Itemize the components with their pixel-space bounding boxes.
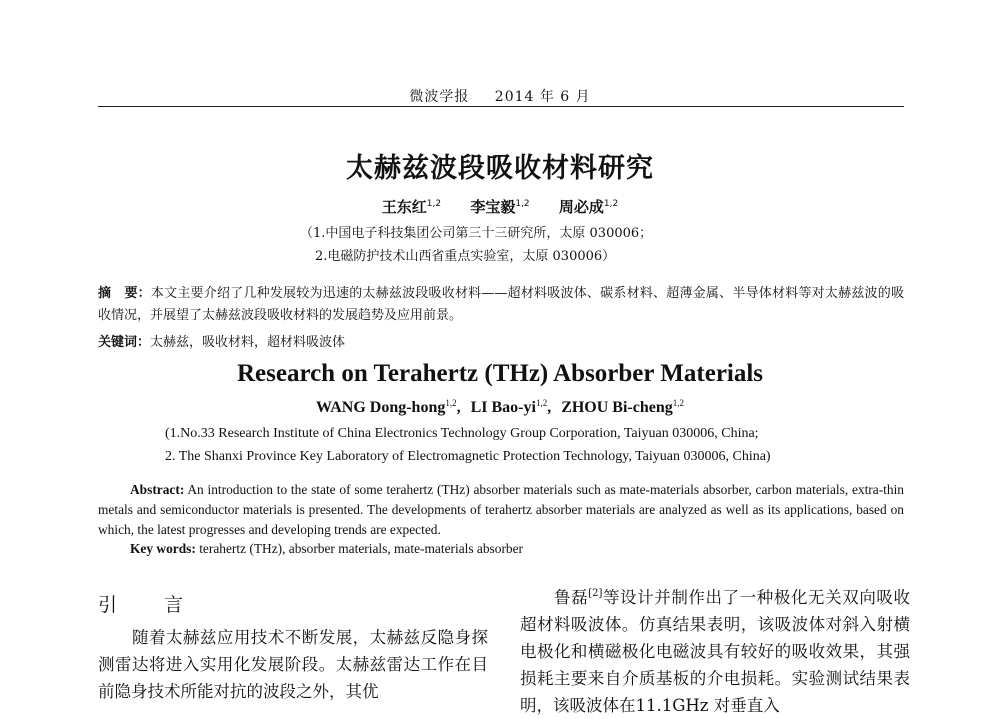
citation: [2] [588, 588, 603, 599]
body-right-column: 鲁磊[2]等设计并制作出了一种极化无关双向吸收超材料吸波体。仿真结果表明，该吸波体对斜入射横电极化和横磁极化电磁波具有较好的吸收效果，其强损耗主要来自介质基板的介电损耗。实验测试结果表明，该吸波体在11.1GHz 对垂直入 [520, 588, 911, 715]
abstract-en-text: An introduction to the state of some terahertz (THz) absorber materials such as mate-materials absorber, carbon materials, extra-thin metals and semiconductor materials is presented. The developments of terahertz absorber materials are analyzed as well as its applications, based on which, the latest progresses and developing trends are expected. [98, 482, 905, 537]
keywords-en [130, 541, 523, 557]
keywords-zh [98, 331, 345, 350]
affiliation-zh-2: 2.电磁防护技术山西省重点实验室，太原 030006） [315, 249, 616, 264]
keywords-zh-text: 太赫兹，吸收材料，超材料吸波体 [150, 335, 346, 350]
keywords-en-text: terahertz (THz), absorber materials, mate-materials absorber [199, 541, 524, 556]
title-zh: 太赫兹波段吸收材料研究 [346, 153, 654, 184]
author-zh: 李宝毅$^{1,2}$ [470, 198, 530, 216]
author-zh: 周必成$^{1,2}$ [558, 198, 619, 216]
section-heading: 引 言 [98, 594, 198, 616]
abstract-en [98, 480, 904, 540]
keywords-zh-label: 关键词： [98, 335, 151, 350]
author-en: ZHOU Bi-cheng$^{1,2}$ [561, 398, 684, 416]
author-en: LI Bao-yi$^{1,2}$, [470, 398, 552, 416]
abstract-en-label: Abstract: [130, 482, 185, 497]
issue-date: 2014 年 6 月 [494, 89, 591, 105]
abstract-zh-label: 摘 要： [98, 286, 151, 301]
header-rule [98, 106, 904, 107]
running-header [0, 86, 1000, 106]
keywords-en-label: Key words: [130, 541, 196, 556]
affiliation-en-1: (1.No.33 Research Institute of China Electronics Technology Group Corporation, Taiyuan 030006, China; [165, 426, 759, 441]
affiliation-zh-1: （1.中国电子科技集团公司第三十三研究所，太原 030006； [300, 226, 653, 241]
author-zh: 王东红$^{1,2}$ [381, 198, 442, 216]
authors-zh [0, 196, 1000, 217]
author-en: WANG Dong-hong$^{1,2}$, [315, 398, 461, 416]
title-en: Research on Terahertz (THz) Absorber Materials [236, 360, 764, 387]
abstract-zh [98, 283, 904, 327]
body-left-column: 随着太赫兹应用技术不断发展，太赫兹反隐身探测雷达将进入实用化发展阶段。太赫兹雷达工作在目前隐身技术所能对抗的波段之外，其优 [98, 628, 488, 701]
affiliation-en-2: 2. The Shanxi Province Key Laboratory of Electromagnetic Protection Technology, Taiyuan 030006, China) [165, 449, 771, 464]
authors-en [0, 398, 1000, 417]
abstract-zh-text: 本文主要介绍了几种发展较为迅速的太赫兹波段吸收材料——超材料吸波体、碳系材料、超薄金属、半导体材料等对太赫兹波的吸收情况，并展望了太赫兹波段吸收材料的发展趋势及应用前景。 [98, 286, 904, 323]
journal-name: 微波学报 [409, 89, 470, 105]
